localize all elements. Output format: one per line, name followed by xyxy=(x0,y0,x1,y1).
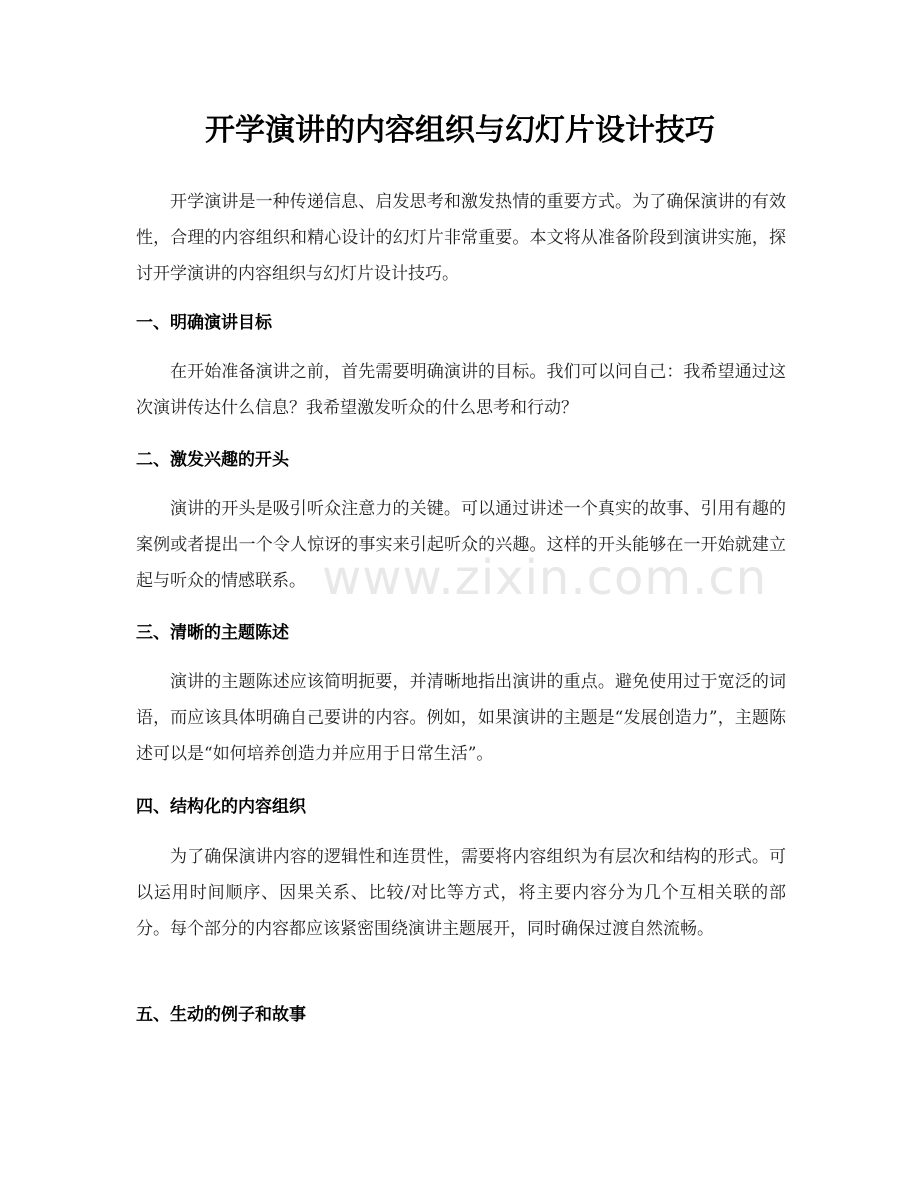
watermark: www.zixin.com.cn xyxy=(322,550,768,606)
section-body-3: 演讲的主题陈述应该简明扼要，并清晰地指出演讲的重点。避免使用过于宽泛的词语，而应该具体明确自己要讲的内容。例如，如果演讲的主题是“发展创造力”，主题陈述可以是“如何培养创造力并应用于日常生活”。 xyxy=(136,672,786,764)
section-heading-2: 二、激发兴趣的开头 xyxy=(136,450,289,470)
section-heading-3: 三、清晰的主题陈述 xyxy=(136,623,289,643)
section-heading-5: 五、生动的例子和故事 xyxy=(136,1005,306,1025)
section-body-1: 在开始准备演讲之前，首先需要明确演讲的目标。我们可以问自己：我希望通过这次演讲传达什么信息？我希望激发听众的什么思考和行动？ xyxy=(136,362,786,418)
document-title: 开学演讲的内容组织与幻灯片设计技巧 xyxy=(205,113,715,148)
section-heading-1: 一、明确演讲目标 xyxy=(136,313,272,333)
intro-paragraph: 开学演讲是一种传递信息、启发思考和激发热情的重要方式。为了确保演讲的有效性，合理的内容组织和精心设计的幻灯片非常重要。本文将从准备阶段到演讲实施，探讨开学演讲的内容组织与幻灯片设计技巧。 xyxy=(136,192,786,284)
section-body-2: 演讲的开头是吸引听众注意力的关键。可以通过讲述一个真实的故事、引用有趣的案例或者提出一个令人惊讶的事实来引起听众的兴趣。这样的开头能够在一开始就建立起与听众的情感联系。 xyxy=(136,499,786,591)
section-body-4: 为了确保演讲内容的逻辑性和连贯性，需要将内容组织为有层次和结构的形式。可以运用时间顺序、因果关系、比较/对比等方式，将主要内容分为几个互相关联的部分。每个部分的内容都应该紧密围绕演讲主题展开，同时确保过渡自然流畅。 xyxy=(136,847,786,939)
section-heading-4: 四、结构化的内容组织 xyxy=(136,797,306,817)
